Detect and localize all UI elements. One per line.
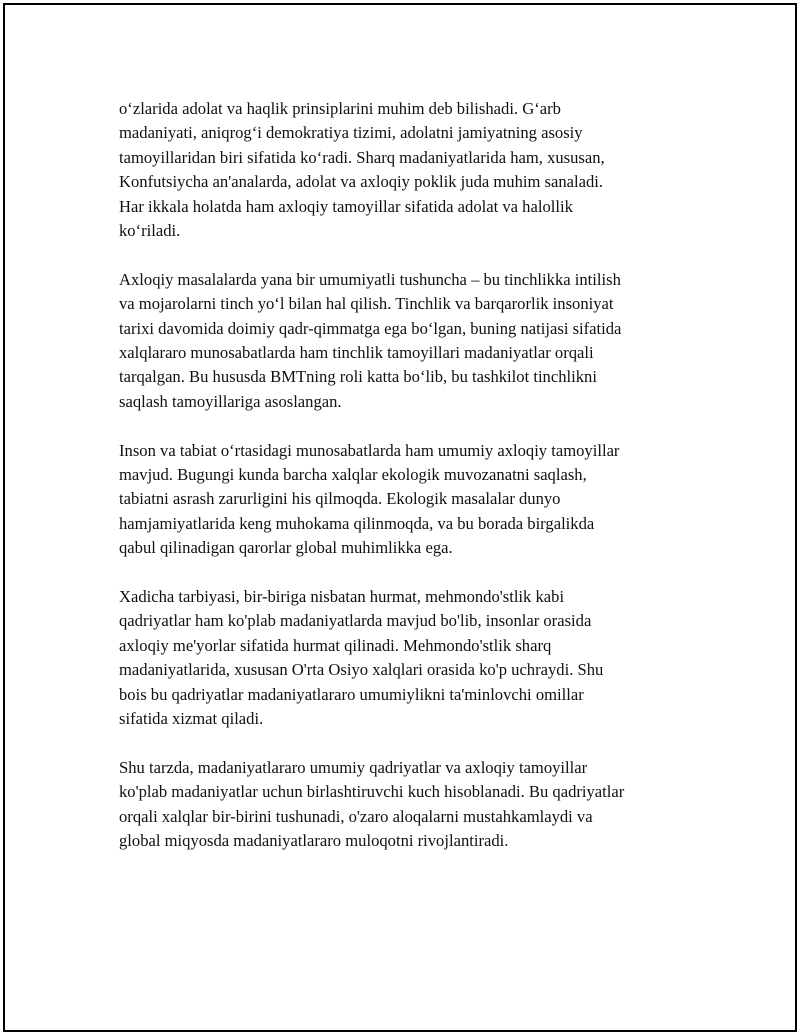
text-line: Shu tarzda, madaniyatlararo umumiy qadriyatlar va axloqiy tamoyillar [119,757,588,777]
paragraph-5 [119,756,719,854]
paragraph-4 [119,585,719,731]
text-line: saqlash tamoyillariga asoslangan. [119,391,342,411]
document-body [119,97,719,878]
paragraph-2 [119,268,719,414]
text-line: mavjud. Bugungi kunda barcha xalqlar ekologik muvozanatni saqlash, [119,465,587,485]
text-line: tabiatni asrash zarurligini his qilmoqda. Ekologik masalalar dunyo [119,489,561,509]
text-line: tarqalgan. Bu hususda BMTning roli katta bo‘lib, bu tashkilot tinchlikni [119,367,597,387]
text-line: va mojarolarni tinch yo‘l bilan hal qilish. Tinchlik va barqarorlik insoniyat [119,294,614,314]
text-line: tamoyillaridan biri sifatida ko‘radi. Sharq madaniyatlarida ham, xususan, [119,147,605,167]
text-line: Har ikkala holatda ham axloqiy tamoyillar sifatida adolat va halollik [119,196,573,216]
text-line: xalqlararo munosabatlarda ham tinchlik tamoyillari madaniyatlar orqali [119,343,594,363]
text-line: qabul qilinadigan qarorlar global muhimlikka ega. [119,538,453,558]
text-line: Xadicha tarbiyasi, bir-biriga nisbatan hurmat, mehmondo'stlik kabi [119,587,565,607]
text-line: madaniyati, aniqrog‘i demokratiya tizimi, adolatni jamiyatning asosiy [119,123,583,143]
paragraph-3 [119,439,719,561]
text-line: madaniyatlarida, xususan O'rta Osiyo xalqlari orasida ko'p uchraydi. Shu [119,660,604,680]
text-line: Axloqiy masalalarda yana bir umumiyatli tushuncha – bu tinchlikka intilish [119,269,621,289]
text-line: axloqiy me'yorlar sifatida hurmat qilinadi. Mehmondo'stlik sharq [119,635,552,655]
text-line: ko'plab madaniyatlar uchun birlashtiruvchi kuch hisoblanadi. Bu qadriyatlar [119,782,625,802]
text-line: hamjamiyatlarida keng muhokama qilinmoqda, va bu borada birgalikda [119,513,595,533]
text-line: qadriyatlar ham ko'plab madaniyatlarda mavjud bo'lib, insonlar orasida [119,611,592,631]
text-line: Inson va tabiat o‘rtasidagi munosabatlarda ham umumiy axloqiy tamoyillar [119,440,620,460]
text-line: Konfutsiycha an'analarda, adolat va axloqiy poklik juda muhim sanaladi. [119,172,604,192]
text-line: sifatida xizmat qiladi. [119,709,264,729]
document-page [3,3,797,1032]
text-line: tarixi davomida doimiy qadr-qimmatga ega bo‘lgan, buning natijasi sifatida [119,318,622,338]
text-line: o‘zlarida adolat va haqlik prinsiplarini muhim deb bilishadi. G‘arb [119,99,561,118]
text-line: bois bu qadriyatlar madaniyatlararo umumiylikni ta'minlovchi omillar [119,684,584,704]
paragraph-1 [119,97,719,243]
text-line: orqali xalqlar bir-birini tushunadi, o'zaro aloqalarni mustahkamlaydi va [119,806,593,826]
text-line: global miqyosda madaniyatlararo muloqotni rivojlantiradi. [119,831,509,851]
text-line: ko‘riladi. [119,221,181,241]
